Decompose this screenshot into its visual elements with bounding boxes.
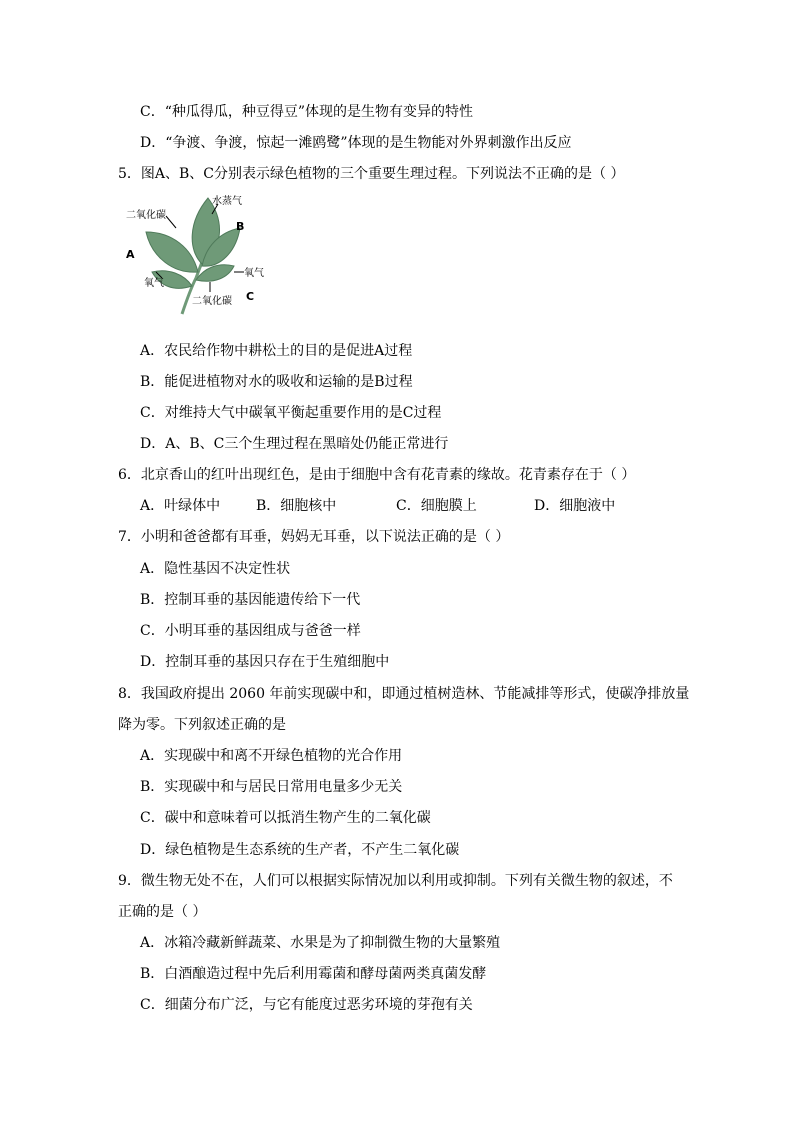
- q9-option-b: B．白酒酿造过程中先后利用霉菌和酵母菌两类真菌发酵: [140, 966, 487, 982]
- q6-option-b: B．细胞核中: [256, 498, 337, 514]
- label-co2-bottom: 二氧化碳: [192, 296, 232, 307]
- arrow-co2-in: [166, 216, 176, 228]
- question-9-line-1: 9．微生物无处不在，人们可以根据实际情况加以利用或抑制。下列有关微生物的叙述，不: [118, 873, 673, 889]
- q7-option-c: C．小明耳垂的基因组成与爸爸一样: [140, 623, 361, 639]
- question-8-line-1: 8．我国政府提出 2060 年前实现碳中和，即通过植树造林、节能减排等形式，使碳净排放量: [118, 686, 690, 702]
- q6-option-a: A．叶绿体中: [140, 498, 221, 514]
- photosynthesis-figure: [122, 192, 272, 316]
- q7-option-a: A．隐性基因不决定性状: [140, 561, 291, 577]
- q9-option-c: C．细菌分布广泛，与它有能度过恶劣环境的芽孢有关: [140, 997, 473, 1013]
- question-5: 5．图A、B、C分别表示绿色植物的三个重要生理过程。下列说法不正确的是（ ）: [118, 166, 625, 182]
- q6-option-c: C．细胞膜上: [396, 498, 477, 514]
- question-7: 7．小明和爸爸都有耳垂，妈妈无耳垂，以下说法正确的是（ ）: [118, 529, 510, 545]
- label-c: C: [246, 290, 255, 303]
- q7-option-b: B．控制耳垂的基因能遗传给下一代: [140, 592, 361, 608]
- question-6: 6．北京香山的红叶出现红色，是由于细胞中含有花青素的缘故。花青素存在于（ ）: [118, 467, 636, 483]
- q5-option-c: C．对维持大气中碳氧平衡起重要作用的是C过程: [140, 405, 442, 421]
- label-b: B: [236, 220, 245, 233]
- leaf-left: [146, 232, 198, 272]
- label-o2-right: 氧气: [244, 268, 264, 279]
- q4-option-d: D．“争渡、争渡，惊起一滩鸥鹭”体现的是生物能对外界刺激作出反应: [140, 135, 572, 151]
- q8-option-c: C．碳中和意味着可以抵消生物产生的二氧化碳: [140, 810, 431, 826]
- q7-option-d: D．控制耳垂的基因只存在于生殖细胞中: [140, 654, 390, 670]
- leaf-lower-right: [196, 265, 234, 281]
- leaf-diagram: [122, 192, 272, 316]
- label-water-vapor: 水蒸气: [212, 196, 242, 207]
- question-9-line-2: 正确的是（ ）: [118, 904, 207, 920]
- question-8-line-2: 降为零。下列叙述正确的是: [118, 717, 286, 733]
- label-a: A: [126, 248, 135, 261]
- q8-option-d: D．绿色植物是生态系统的生产者，不产生二氧化碳: [140, 842, 460, 858]
- q5-option-a: A．农民给作物中耕松土的目的是促进A过程: [140, 343, 413, 359]
- label-co2-top: 二氧化碳: [126, 210, 166, 221]
- q4-option-c: C．“种瓜得瓜，种豆得豆”体现的是生物有变异的特性: [140, 104, 474, 120]
- q8-option-a: A．实现碳中和离不开绿色植物的光合作用: [140, 748, 403, 764]
- q9-option-a: A．冰箱冷藏新鲜蔬菜、水果是为了抑制微生物的大量繁殖: [140, 935, 501, 951]
- q5-option-b: B．能促进植物对水的吸收和运输的是B过程: [140, 374, 413, 390]
- q8-option-b: B．实现碳中和与居民日常用电量多少无关: [140, 779, 403, 795]
- q6-option-d: D．细胞液中: [534, 498, 616, 514]
- label-o2-left: 氧气: [144, 278, 164, 289]
- q5-option-d: D．A、B、C三个生理过程在黑暗处仍能正常进行: [140, 436, 449, 452]
